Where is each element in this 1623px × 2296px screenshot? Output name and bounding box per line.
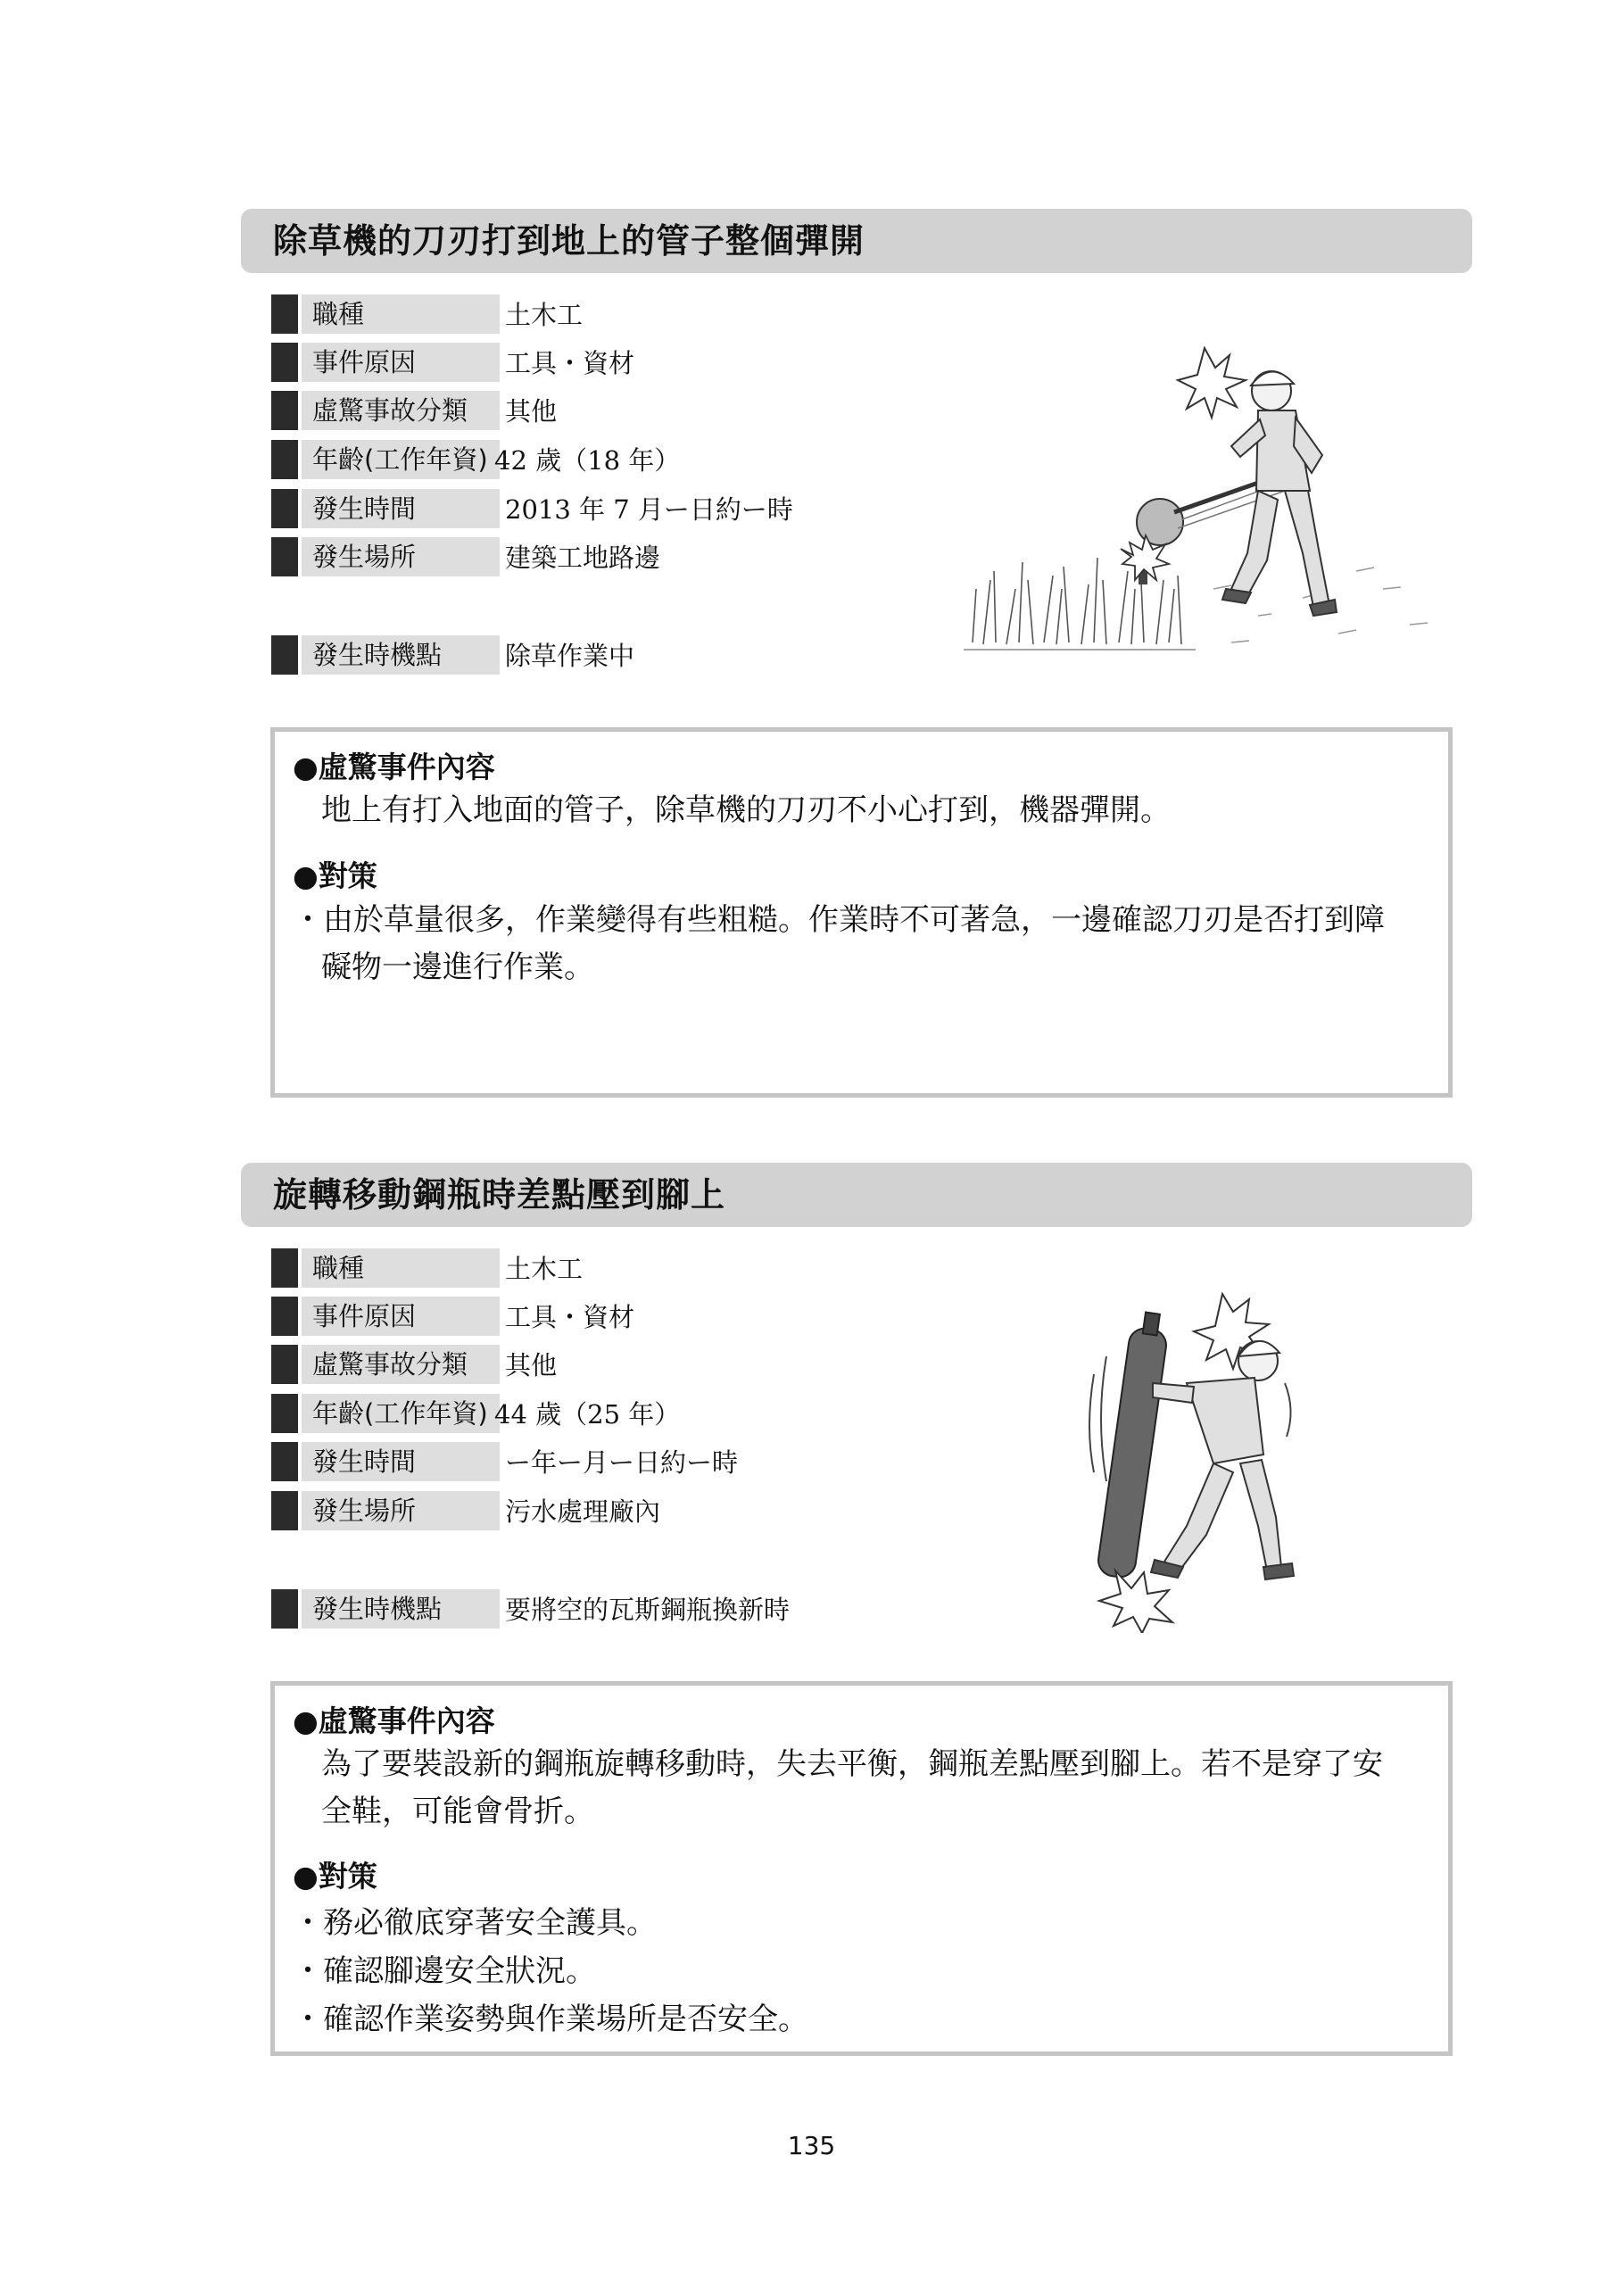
content-text: 為了要裝設新的鋼瓶旋轉移動時，失去平衡，鋼瓶差點壓到腳上。若不是穿了安全鞋，可能會骨折。: [321, 1746, 1383, 1829]
field-value: 建築工地路邊: [505, 543, 661, 573]
measure-item: ・務必徹底穿著安全護具。: [293, 1905, 657, 1941]
field-label: 發生場所: [302, 1491, 500, 1530]
gas-cylinder-illustration: [1080, 1276, 1329, 1633]
field-value: 工具・資材: [505, 1302, 635, 1332]
field-value: 除草作業中: [505, 641, 635, 671]
measures-heading: ●對策: [293, 858, 377, 893]
field-value: 污水處理廠內: [505, 1496, 661, 1527]
field-label: 虛驚事故分類: [302, 391, 500, 430]
field-value: 其他: [505, 1350, 558, 1380]
case1-detail-box: [270, 727, 1453, 1098]
row-marker: [271, 1442, 298, 1481]
field-label: 虛驚事故分類: [302, 1345, 500, 1384]
field-label: 年齡(工作年資): [302, 440, 500, 479]
field-label: 職種: [302, 294, 500, 334]
row-marker: [271, 1491, 298, 1530]
row-marker: [271, 1394, 298, 1433]
measure-item: ・由於草量很多，作業變得有些粗糙。作業時不可著急，一邊確認刀刃是否打到障礙物一邊進行作業。: [293, 902, 1385, 985]
row-marker: [271, 440, 298, 479]
row-marker: [271, 1297, 298, 1336]
field-value: 44 歲（25 年）: [494, 1399, 681, 1430]
row-marker: [271, 635, 298, 675]
grass-trimmer-illustration: [964, 321, 1445, 660]
field-value: 土木工: [505, 1254, 584, 1284]
measures-heading: ●對策: [293, 1859, 377, 1894]
case1-title: 除草機的刀刃打到地上的管子整個彈開: [241, 209, 1472, 273]
field-label: 發生場所: [302, 537, 500, 576]
field-value: ー年ー月ー日約ー時: [505, 1447, 739, 1478]
row-marker: [271, 294, 298, 334]
field-value: 工具・資材: [505, 348, 635, 378]
content-text: 地上有打入地面的管子，除草機的刀刃不小心打到，機器彈開。: [321, 792, 1171, 828]
case2-title: 旋轉移動鋼瓶時差點壓到腳上: [241, 1163, 1472, 1227]
row-marker: [271, 1248, 298, 1288]
row-marker: [271, 343, 298, 382]
case2-detail-box: [270, 1681, 1453, 2056]
measure-item: ・確認作業姿勢與作業場所是否安全。: [293, 2002, 808, 2037]
field-label: 事件原因: [302, 1297, 500, 1336]
field-label: 發生時間: [302, 1442, 500, 1481]
field-label: 職種: [302, 1248, 500, 1288]
row-marker: [271, 1345, 298, 1384]
field-label: 發生時間: [302, 489, 500, 528]
content-heading: ●虛驚事件內容: [293, 750, 495, 784]
field-value: 要將空的瓦斯鋼瓶換新時: [505, 1595, 791, 1625]
field-label: 發生時機點: [302, 1589, 500, 1629]
row-marker: [271, 537, 298, 576]
row-marker: [271, 391, 298, 430]
row-marker: [271, 1589, 298, 1629]
field-label: 發生時機點: [302, 635, 500, 675]
field-value: 42 歲（18 年）: [494, 445, 681, 476]
row-marker: [271, 489, 298, 528]
measure-item: ・確認腳邊安全狀況。: [293, 1953, 596, 1989]
field-value: 2013 年 7 月ー日約ー時: [505, 494, 793, 525]
field-label: 事件原因: [302, 343, 500, 382]
page-number: 135: [787, 2131, 836, 2160]
field-label: 年齡(工作年資): [302, 1394, 500, 1433]
field-value: 土木工: [505, 300, 584, 330]
content-heading: ●虛驚事件內容: [293, 1703, 495, 1738]
field-value: 其他: [505, 396, 558, 427]
